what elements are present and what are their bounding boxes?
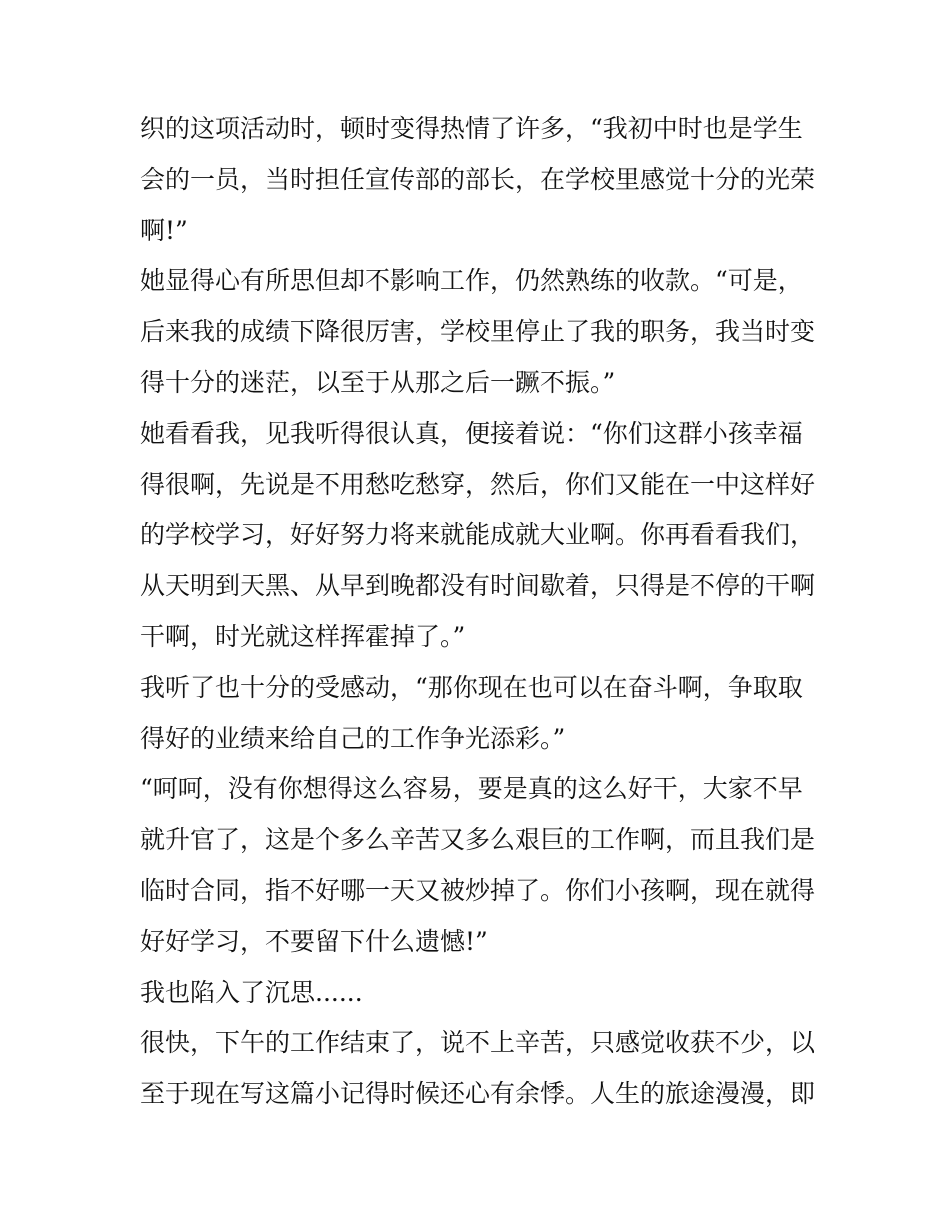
text-line: 从天明到天黑、从早到晚都没有时间歇着，只得是不停的干啊 <box>140 571 816 601</box>
text-line: 得好的业绩来给自己的工作争光添彩。” <box>140 723 566 753</box>
text-line: 就升官了，这是个多么辛苦又多么艰巨的工作啊，而且我们是 <box>140 825 816 855</box>
text-line: 我听了也十分的受感动，“那你现在也可以在奋斗啊，争取取 <box>140 672 803 702</box>
text-line: 临时合同，指不好哪一天又被炒掉了。你们小孩啊，现在就得 <box>140 875 816 905</box>
text-line: 我也陷入了沉思...... <box>140 977 363 1007</box>
text-line: 很快，下午的工作结束了，说不上辛苦，只感觉收获不少，以 <box>140 1028 816 1058</box>
text-line: 啊!” <box>140 215 188 245</box>
text-line: 干啊，时光就这样挥霍掉了。” <box>140 621 466 651</box>
text-line: 好好学习，不要留下什么遗憾!” <box>140 926 488 956</box>
body-text <box>140 104 820 1120</box>
text-line: 后来我的成绩下降很厉害，学校里停止了我的职务，我当时变 <box>140 317 816 347</box>
text-line: 她看看我，见我听得很认真，便接着说：“你们这群小孩幸福 <box>140 418 803 448</box>
text-line: 的学校学习，好好努力将来就能成就大业啊。你再看看我们， <box>140 520 816 550</box>
text-line: 会的一员，当时担任宣传部的部长，在学校里感觉十分的光荣 <box>140 164 816 194</box>
text-line: 得十分的迷茫，以至于从那之后一蹶不振。” <box>140 367 616 397</box>
text-line: 得很啊，先说是不用愁吃愁穿，然后，你们又能在一中这样好 <box>140 469 816 499</box>
text-line: 至于现在写这篇小记得时候还心有余悸。人生的旅途漫漫，即 <box>140 1079 816 1109</box>
text-line: 她显得心有所思但却不影响工作，仍然熟练的收款。“可是， <box>140 266 803 296</box>
text-line: “呵呵，没有你想得这么容易，要是真的这么好干，大家不早 <box>140 774 803 804</box>
text-line: 织的这项活动时，顿时变得热情了许多，“我初中时也是学生 <box>140 114 803 143</box>
